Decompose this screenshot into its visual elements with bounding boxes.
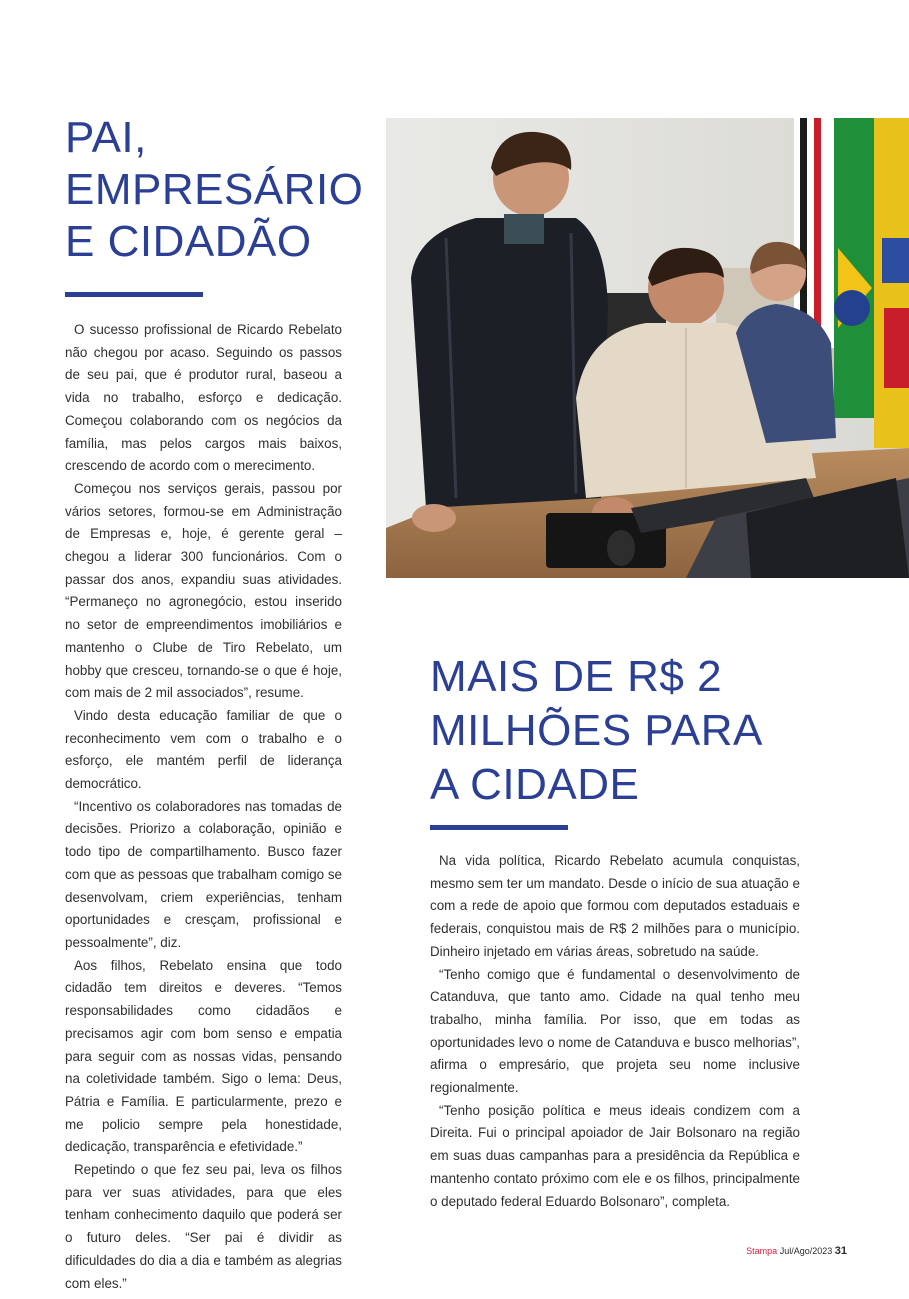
paragraph: Na vida política, Ricardo Rebelato acumula conquistas, mesmo sem ter um mandato. Desde o início de sua atuação e com a rede de apoio que formou com deputados estaduais e federais, conquistou mais de R$ 2 milhões para o município. Dinheiro injetado em várias áreas, sobretudo na saúde. [430,853,800,959]
paragraph: Repetindo o que fez seu pai, leva os filhos para ver suas atividades, para que eles tenham conhecimento daquilo que poderá ser o futuro deles. “Ser pai é dividir as dificuldades do dia a dia e também as alegrias com eles.” [65,1162,342,1291]
page-number: 31 [834,1245,847,1257]
title-line: PAI, [65,113,147,162]
page-footer [746,1245,847,1257]
paragraph: Vindo desta educação familiar de que o reconhecimento vem com o trabalho e o esforço, ele mantém perfil de liderança democrático. [65,707,342,792]
magazine-brand: Stampa [746,1246,778,1256]
title-line: MAIS DE R$ 2 [430,652,723,701]
title-line: EMPRESÁRIO [65,165,364,214]
title-underline [430,825,568,830]
section-1-body [65,319,342,1295]
section-2-title [430,650,763,812]
title-underline [65,292,203,297]
paragraph: O sucesso profissional de Ricardo Rebelato não chegou por acaso. Seguindo os passos de seu pai, que é produtor rural, baseou a vida no trabalho, esforço e dedicação. Começou colaborando com os negócios da família, mas pelos cargos mais baixos, crescendo de acordo com o merecimento. [65,322,342,474]
photo-father-and-sons [386,118,909,578]
title-line: MILHÕES PARA [430,706,763,755]
section-2-body [430,850,800,1213]
paragraph: “Incentivo os colaboradores nas tomadas de decisões. Priorizo a colaboração, opinião e todo tipo de compartilhamento. Busco fazer com que as pessoas que trabalham comigo se desenvolvam, criem experiências, tenham oportunidades e cresçam, profissional e pessoalmente”, diz. [65,798,342,950]
paragraph: Começou nos serviços gerais, passou por vários setores, formou-se em Administração de Empresas e, hoje, é gerente geral – chegou a liderar 300 funcionários. Com o passar dos anos, expandiu suas atividades. “Permaneço no agronegócio, estou inserido no setor de empreendimentos imobiliários e mantenho o Clube de Tiro Rebelato, um hobby que cresceu, tornando-se o que é hoje, com mais de 2 mil associados”, resume. [65,480,342,701]
paragraph: “Tenho comigo que é fundamental o desenvolvimento de Catanduva, que tanto amo. Cidade na qual tenho meu trabalho, minha família. Por isso, que em todas as oportunidades levo o nome de Catanduva e busco melhorias”, afirma o empresário, que projeta seu nome inclusive regionalmente. [430,966,800,1096]
section-1-title [65,112,363,268]
issue-date: Jul/Ago/2023 [779,1246,833,1256]
paragraph: Aos filhos, Rebelato ensina que todo cidadão tem direitos e deveres. “Temos responsabilidades como cidadãos e precisamos agir com bom senso e empatia para seguir com as nossas vidas, pensando na coletividade também. Sigo o lema: Deus, Pátria e Família. E particularmente, prezo e me policio sempre pela honestidade, dedicação, transparência e efetividade.” [65,957,342,1155]
paragraph: “Tenho posição política e meus ideais condizem com a Direita. Fui o principal apoiador de Jair Bolsonaro na região em suas duas campanhas para a presidência da República e mantenho contato próximo com ele e os filhos, principalmente o deputado federal Eduardo Bolsonaro”, completa. [430,1102,800,1209]
title-line: A CIDADE [430,760,640,809]
title-line: E CIDADÃO [65,217,312,266]
